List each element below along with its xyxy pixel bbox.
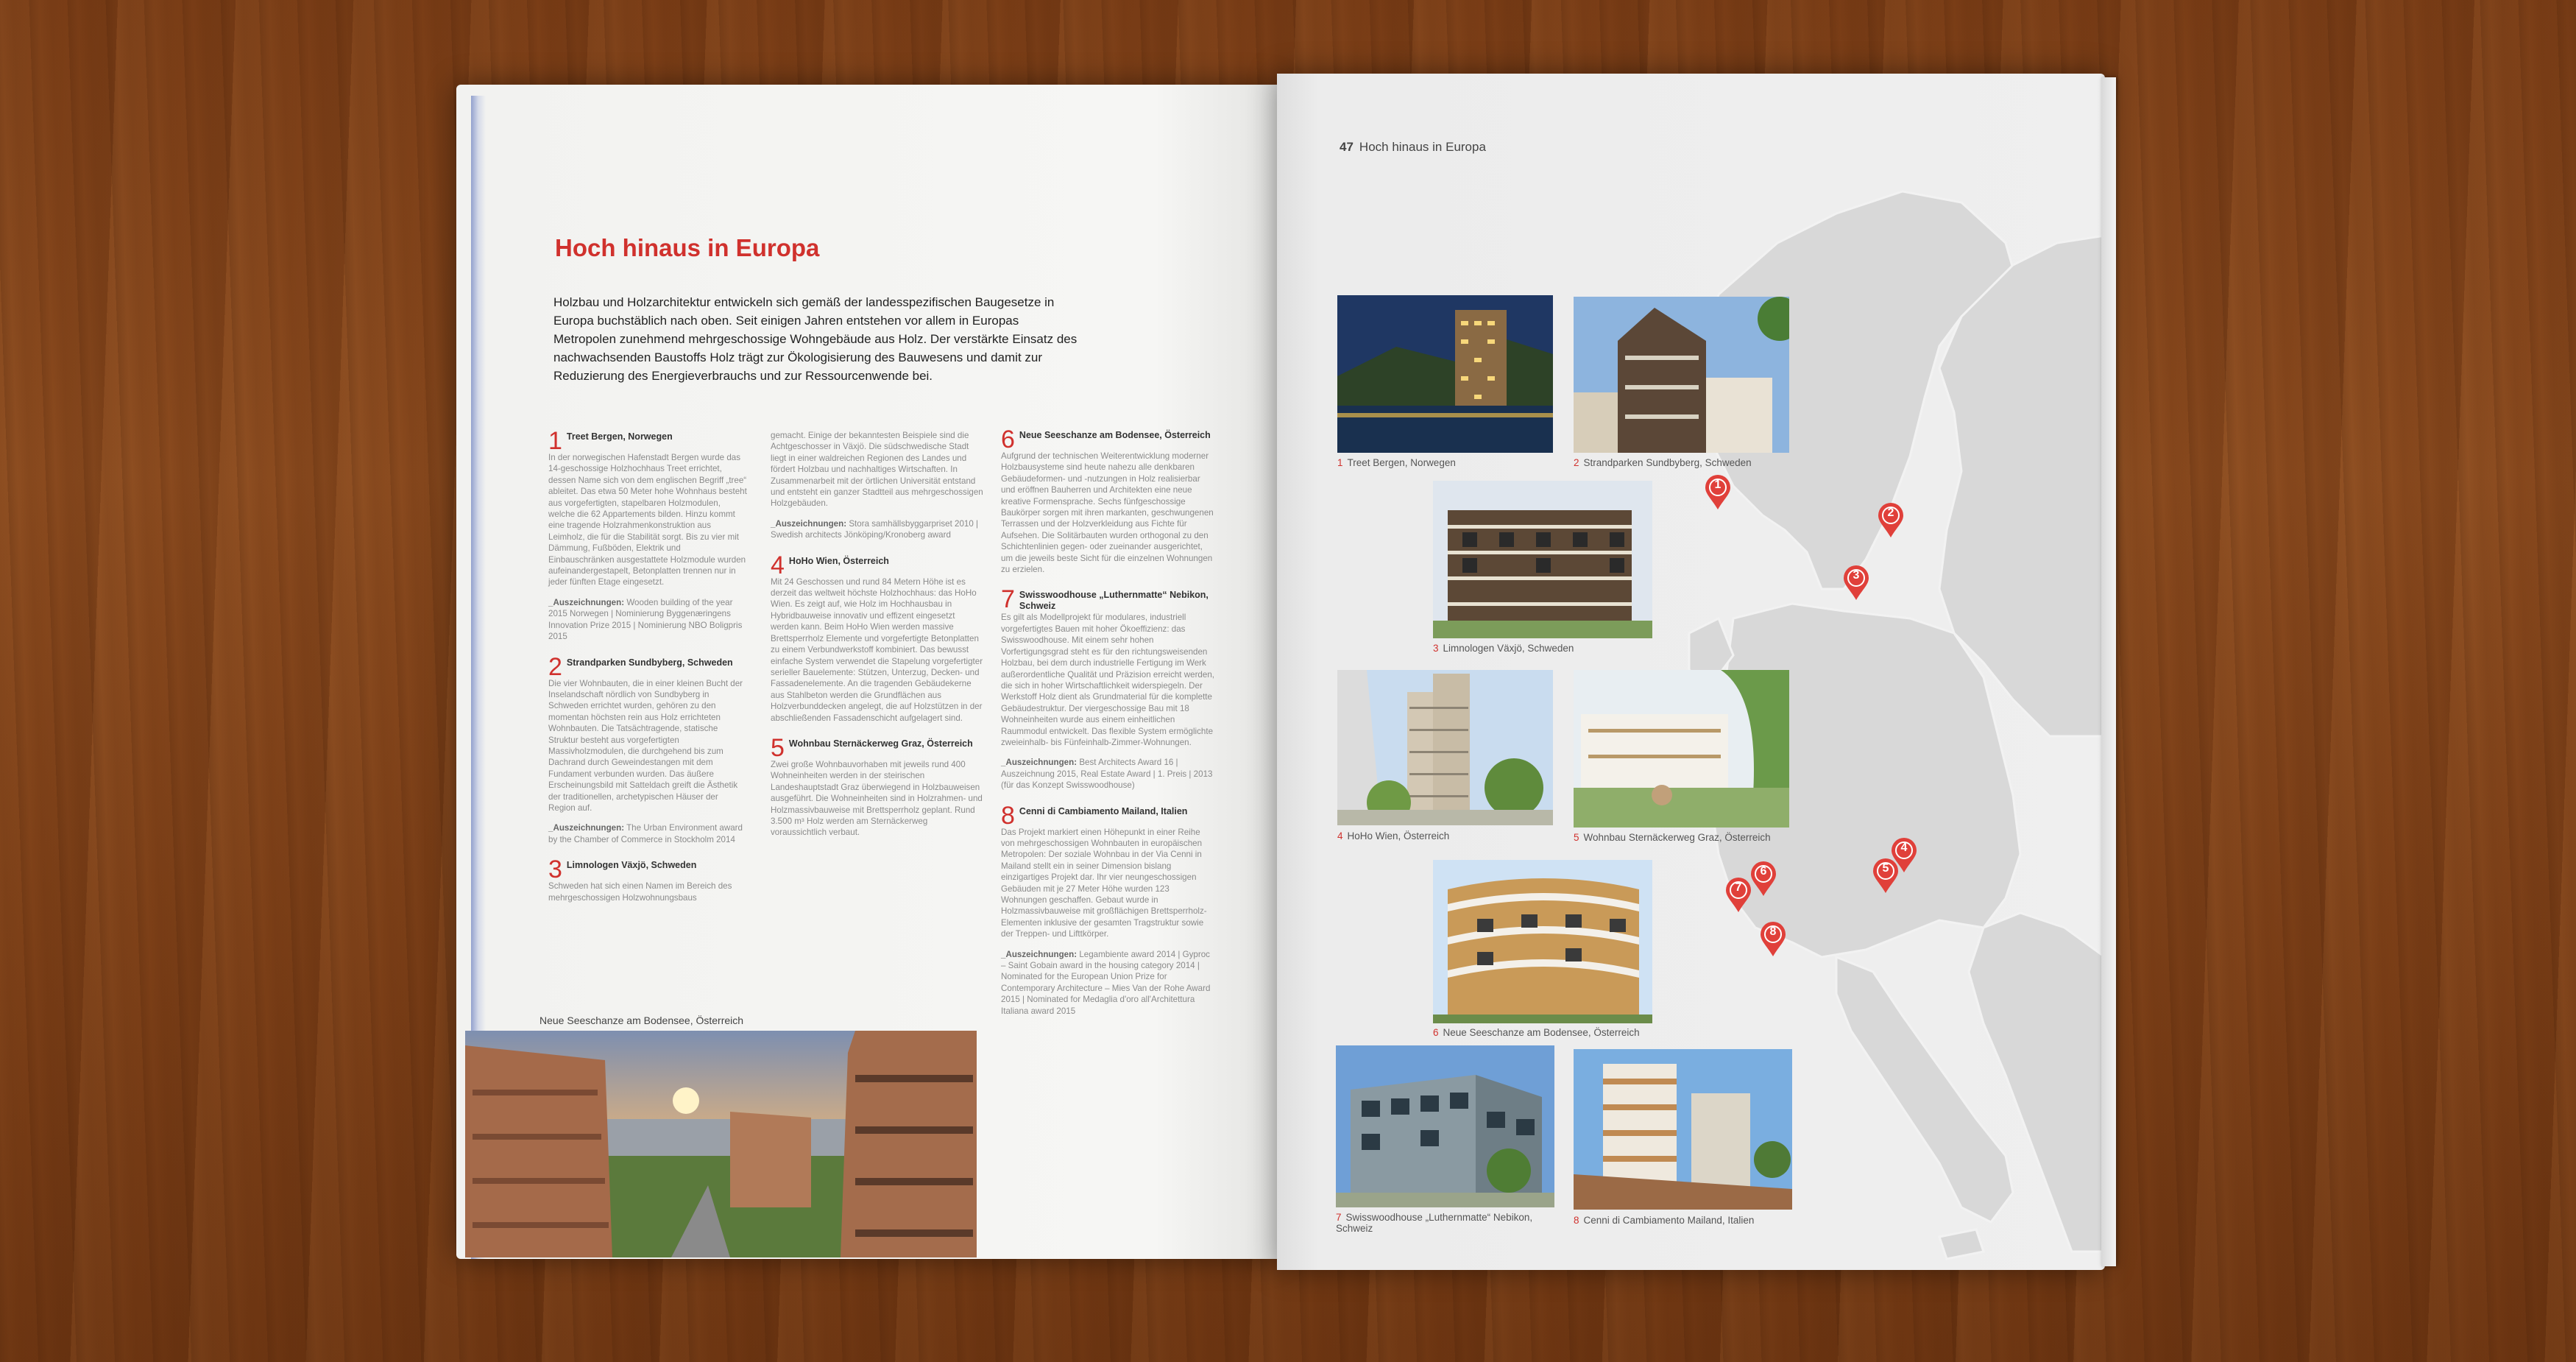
text-column-3	[1001, 428, 1214, 1030]
page-number: 47	[1340, 140, 1354, 154]
entry-body: Mit 24 Geschossen und rund 84 Metern Höhe ist es derzeit das weltweit höchste Holzhochhaus: das HoHo Wien. Es zeigt auf, wie Holz im Hochhausbau in Hybridbauweise innovativ und effizent eingesetzt werden kann. Beim HoHo Wien werden massive Brettsperrholz Elemente und vorgefertigte Betonplatten zu einem Verbundwerkstoff kombiniert. Das bewusst einfache System verwendet die Stapelung vorgefertigter serieller Bauelemente: Stützen, Unterzug, Decken- und Fassadenelemente. An die tragenden Gebäudekerne aus Stahlbeton werden die Grundflächen aus Holzverbunddecken angelegt, die auf Holzstützen in der abschließenden Fassadenschicht aufgelagert sind.	[771, 576, 983, 723]
photo-sternaeckerweg	[1574, 670, 1789, 828]
photo-limnologen	[1433, 481, 1652, 638]
entry-heading: Wohnbau Sternäckerweg Graz, Österreich	[788, 738, 973, 749]
page-stack-edge	[2101, 77, 2116, 1266]
entry-heading: Neue Seeschanze am Bodensee, Österreich	[1019, 430, 1211, 440]
photo-hoho-wien	[1337, 670, 1553, 825]
photo-caption-7: 7 Swisswoodhouse „Luthernmatte“ Nebikon, Schweiz	[1336, 1212, 1533, 1234]
entry-body: Es gilt als Modellprojekt für modulares, industriell vorgefertigtes Bauen mit hoher Ökoeffizienz: das Swisswoodhouse. Mit einem sehr hohen Vorfertigungsgrad steht es für den richtungsweisenden Holzbau, bei dem durch industrielle Fertigung im Werk außerordentliche Qualität und Präzision erreicht werden, die sich in hoher Wirtschaftlichkeit widerspiegeln. Der Werkstoff Holz dient als Grundmaterial für die komplette Gebäudestruktur. Der viergeschossige Bau mit 18 Wohneinheiten wurde aus einem einheitlichen Raummodul entwickelt. Das flexible System ermöglichte zweieinhalb- bis Fünfeinhalb-Zimmer-Wohnungen.	[1001, 613, 1214, 747]
entry-2	[548, 652, 747, 846]
entry-4	[771, 551, 984, 724]
entry-number: 2	[548, 652, 562, 681]
photo-swisswoodhouse	[1336, 1045, 1554, 1207]
entry-body: Die vier Wohnbauten, die in einer kleinen Bucht der Inselandschaft nördlich von Sundbyberg in Schweden errichtet wurden, gehören zu den momentan höchsten rein aus Holz errichteten Wohnbauten. Die Tatsächtragende, statische Struktur besteht aus vorgefertigten Massivholzmodulen, die durchgehend bis zum Dachrand durch Geweindestangen mit dem Fundament verbunden wurden. Das äußere Erscheinungsbild mit Satteldach greift die Ästhetik der traditionellen, archetypischen Häuser der Region auf.	[548, 678, 743, 813]
entry-heading: HoHo Wien, Österreich	[788, 555, 889, 566]
map-pin-2[interactable]: 2	[1877, 503, 1905, 538]
photo-cenni-di-cambiamento	[1574, 1049, 1792, 1210]
map-pin-1[interactable]: 1	[1704, 475, 1732, 510]
entry-heading: Cenni di Cambiamento Mailand, Italien	[1019, 805, 1188, 816]
photo-caption-5: 5 Wohnbau Sternäckerweg Graz, Österreich	[1574, 832, 1771, 843]
entry-3-continued	[771, 430, 984, 541]
entry-body: Zwei große Wohnbauvorhaben mit jeweils rund 400 Wohneinheiten werden in der steirischen Landeshauptstadt Graz überwiegend in Holzbauweisen ausgeführt. Die Wohneinheiten sind in Holzrahmen- und Holzmassivbauweise mit Brettsperrholz geplant. Rund 3.500 m³ Holz werden am Sternäckerweg voraussichtlich verbaut.	[771, 759, 983, 838]
entry-body: In der norwegischen Hafenstadt Bergen wurde das 14-geschossige Holzhochhaus Treet errichtet, dessen Name sich von dem englischen Begriff „tree“ ableitet. Das etwa 50 Meter hohe Wohnhaus besteht aus vorgefertigten, stapelbaren Holzmodulen, welche die 62 Appartements bilden. Hinzu kommt eine tragende Holzrahmenkonstruktion aus Leimholz, die für die Stabilität sorgt. Bis zu vier mit Dämmung, Fußböden, Elektrik und Einbauschränken ausgestattete Holzmodule wurden aufeinandergestapelt, Betonplatten trennen nur in jeder fünften Etage eingesetzt.	[548, 453, 747, 588]
map-pin-3[interactable]: 3	[1842, 565, 1870, 601]
entry-heading: Treet Bergen, Norwegen	[566, 431, 673, 442]
photo-treet-bergen	[1337, 295, 1553, 453]
map-pin-5[interactable]: 5	[1872, 858, 1900, 894]
entry-body: gemacht. Einige der bekanntesten Beispiele sind die Achtgeschosser in Växjö. Die südschwedische Stadt liegt in einer waldreichen Regionen des Landes und fördert Holzbau und nachhaltiges Wirtschaften. In Zusammenarbeit mit der örtlichen Universität entstand und entsteht ein ganzer Stadtteil aus mehrgeschossigen Holzgebäuden.	[771, 431, 983, 509]
map-pin-4[interactable]: 4	[1890, 838, 1918, 873]
map-pin-6[interactable]: 6	[1749, 861, 1777, 897]
photo-caption-3: 3 Limnologen Växjö, Schweden	[1433, 643, 1574, 654]
photo-caption-4: 4 HoHo Wien, Österreich	[1337, 830, 1450, 841]
entry-5	[771, 733, 984, 839]
bottom-photo-caption: Neue Seeschanze am Bodensee, Österreich	[539, 1015, 744, 1026]
map-pin-7[interactable]: 7	[1724, 878, 1752, 913]
entry-award: _Auszeichnungen: Wooden building of the year 2015 Norwegen | Nominierung Byggenæringens Innovation Prize 2015 | Nominierung NBO Boligpris 2015	[548, 597, 743, 642]
running-head	[1340, 140, 1486, 155]
photo-caption-2: 2 Strandparken Sundbyberg, Schweden	[1574, 457, 1752, 468]
running-head-title: Hoch hinaus in Europa	[1359, 140, 1486, 154]
entry-number: 4	[771, 551, 785, 579]
entry-heading: Limnologen Växjö, Schweden	[566, 860, 697, 871]
entry-number: 8	[1001, 801, 1015, 830]
entry-body: Aufgrund der technischen Weiterentwicklung moderner Holzbausysteme sind heute nahezu alle denkbaren Gebäudeformen- und -nutzungen in Holz realisierbar und eröffnen Bauherren und Architekten eine neue kreative Formensprache. Sechs fünfgeschossige Baukörper sorgen mit ihren markanten, geschwungenen Terrassen und der Holzverkleidung aus Fichte für Aufsehen. Die Solitärbauten wurden orthogonal zu den Schichtenlinien gegen- oder zueinander ausgerichtet, um die jeweils beste Sicht für die einzelnen Wohnungen zu erzielen.	[1001, 451, 1214, 575]
text-column-2	[771, 430, 984, 852]
entry-award: _Auszeichnungen: The Urban Environment award by the Chamber of Commerce in Stockholm 2014	[548, 823, 743, 844]
entry-8	[1001, 801, 1214, 1017]
map-pin-8[interactable]: 8	[1759, 922, 1787, 957]
photo-caption-6: 6 Neue Seeschanze am Bodensee, Österreich	[1433, 1027, 1640, 1038]
entry-number: 5	[771, 733, 785, 762]
photo-neue-seeschanze	[1433, 860, 1652, 1023]
entry-number: 1	[548, 427, 562, 455]
entry-body: Das Projekt markiert einen Höhepunkt in einer Reihe von mehrgeschossigen Wohnbauten in europäischen Metropolen: Der soziale Wohnbau in der Via Cenni in Mailand stellt ein in seiner Dimension bislang einzigartiges Projekt dar. Ihr vier neungeschossigen Gebäuden mit je 27 Meter Höhe wurden 123 Wohnungen geschaffen. Gebaut wurde in Holzmassivbauweise mit großflächigen Brettsperrholz-Elementen inklusive der gesamten Tragstruktur sowie der Treppen- und Lifttkörper.	[1001, 827, 1207, 939]
entry-number: 6	[1001, 426, 1015, 454]
entry-3	[548, 855, 747, 903]
entry-heading: Swisswoodhouse „Luthernmatte“ Nebikon, Schweiz	[1019, 590, 1209, 612]
entry-1	[548, 427, 747, 643]
entry-7	[1001, 585, 1214, 791]
page-title: Hoch hinaus in Europa	[555, 234, 820, 261]
map-sicily	[1939, 1229, 1984, 1259]
entry-body: Schweden hat sich einen Namen im Bereich des mehrgeschossigen Holzwohnungsbaus	[548, 881, 732, 903]
entry-award: _Auszeichnungen: Best Architects Award 16 | Auszeichnung 2015, Real Estate Award | 1. Preis | 2013 (für das Konzept Swisswoodhouse)	[1001, 758, 1213, 791]
photo-seeschanze-sunset	[465, 1031, 977, 1257]
entry-award: _Auszeichnungen: Stora samhällsbyggarpriset 2010 | Swedish architects Jönköping/Kronoberg award	[771, 518, 979, 540]
intro-paragraph: Holzbau und Holzarchitektur entwickeln sich gemäß der landesspezifischen Baugesetze in Europa buchstäblich nach oben. Seit einigen Jahren entstehen vor allem in Europas Metropolen zunehmend mehrgeschossige Wohngebäude aus Holz. Der verstärkte Einsatz des nachwachsenden Baustoffs Holz trägt zur Ökologisierung des Bauwesens und damit zur Reduzierung des Energieverbrauchs und zur Ressourcenwende bei.	[553, 295, 1078, 383]
entry-number: 7	[1001, 585, 1015, 614]
photo-caption-8: 8 Cenni di Cambiamento Mailand, Italien	[1574, 1215, 1755, 1226]
photo-caption-1: 1 Treet Bergen, Norwegen	[1337, 457, 1456, 468]
text-column-1	[548, 427, 747, 917]
entry-award: _Auszeichnungen: Legambiente award 2014 | Gyproc – Saint Gobain award in the housing category 2014 | Nominated for the European Union Prize for Contemporary Architecture – Mies Van der Rohe Award 2015 | Nominated for Medaglia d'oro all'Architettura Italiana award 2015	[1001, 949, 1211, 1016]
entry-number: 3	[548, 855, 562, 884]
entry-6	[1001, 428, 1214, 575]
photo-strandparken	[1574, 297, 1789, 453]
entry-heading: Strandparken Sundbyberg, Schweden	[566, 657, 733, 668]
